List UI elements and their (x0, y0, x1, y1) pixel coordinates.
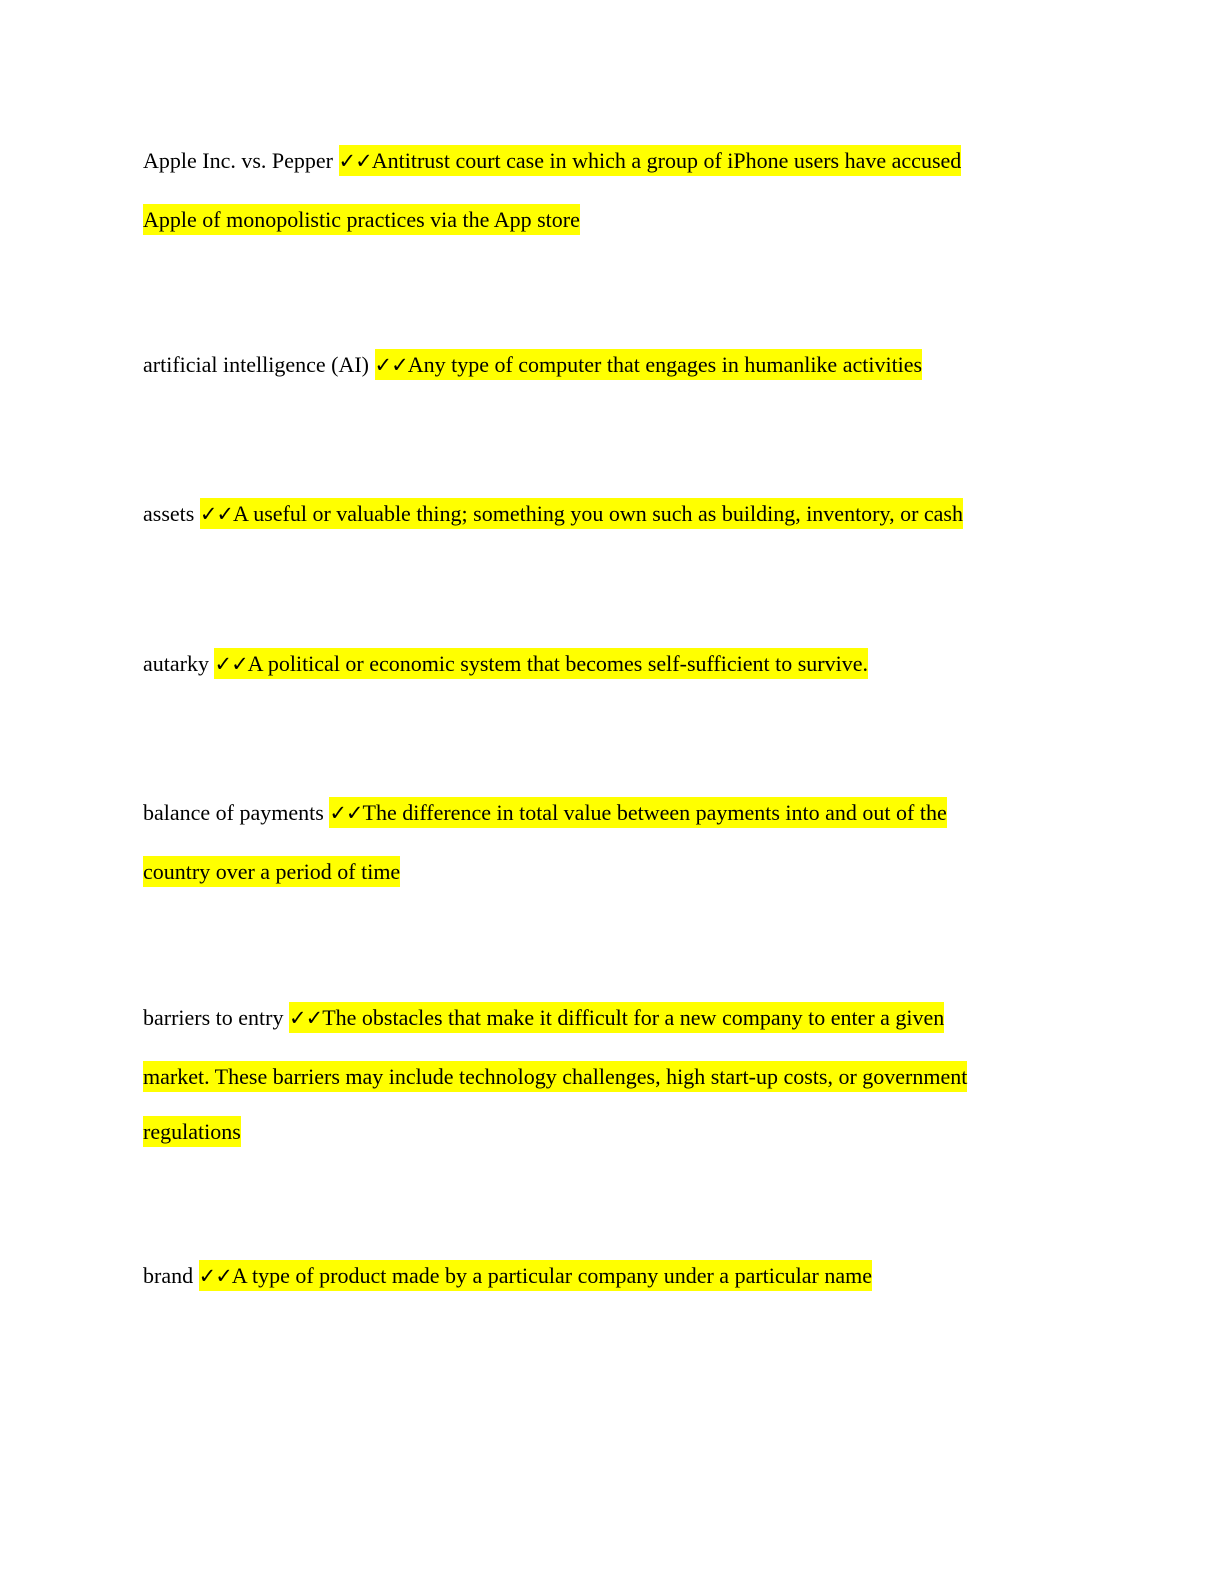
definition-text: A type of product made by a particular company under a particular name (231, 1263, 872, 1288)
definition-text: Any type of computer that engages in humanlike activities (407, 352, 923, 377)
entry-line (143, 783, 1043, 842)
definition-text: The difference in total value between payments into and out of the (362, 800, 947, 825)
double-check-icon: ✓✓ (338, 149, 372, 173)
glossary-term: balance of payments (143, 800, 324, 825)
glossary-term: brand (143, 1263, 194, 1288)
definition-text: country over a period of time (143, 856, 400, 887)
definition-text: Apple of monopolistic practices via the App store (143, 204, 580, 235)
glossary-entry (143, 484, 1043, 543)
glossary-entry (143, 988, 1043, 1161)
double-check-icon: ✓✓ (329, 801, 363, 825)
definition-text: market. These barriers may include technology challenges, high start-up costs, or government (143, 1061, 967, 1092)
entry-line (143, 1246, 1043, 1305)
entry-line (143, 634, 1043, 693)
definition-highlight (329, 797, 946, 828)
double-check-icon: ✓✓ (374, 353, 408, 377)
double-check-icon: ✓✓ (198, 1264, 232, 1288)
glossary-entry (143, 131, 1043, 249)
entry-line (143, 1102, 1043, 1161)
definition-text: Antitrust court case in which a group of iPhone users have accused (371, 148, 962, 173)
entry-line (143, 484, 1043, 543)
definition-highlight (214, 648, 868, 679)
glossary-entry (143, 335, 1043, 394)
definition-highlight (339, 145, 962, 176)
double-check-icon: ✓✓ (289, 1006, 323, 1030)
glossary-entry (143, 1246, 1043, 1305)
definition-text: A political or economic system that becomes self-sufficient to survive. (247, 651, 869, 676)
entry-line (143, 1047, 1043, 1106)
entry-line (143, 988, 1043, 1047)
entry-line (143, 335, 1043, 394)
glossary-term: barriers to entry (143, 1005, 284, 1030)
entry-line (143, 190, 1043, 249)
glossary-term: Apple Inc. vs. Pepper (143, 148, 334, 173)
definition-text: The obstacles that make it difficult for a new company to enter a given (322, 1005, 945, 1030)
entry-line (143, 131, 1043, 190)
glossary-entry (143, 783, 1043, 901)
definition-text: A useful or valuable thing; something you own such as building, inventory, or cash (233, 501, 963, 526)
glossary-term: artificial intelligence (AI) (143, 352, 369, 377)
glossary-term: assets (143, 501, 195, 526)
double-check-icon: ✓✓ (199, 502, 234, 526)
definition-highlight (289, 1002, 944, 1033)
glossary-entry (143, 634, 1043, 693)
definition-text: regulations (143, 1116, 241, 1147)
double-check-icon: ✓✓ (214, 652, 248, 676)
definition-highlight (200, 498, 963, 529)
definition-highlight (375, 349, 923, 380)
glossary-term: autarky (143, 651, 209, 676)
definition-highlight (199, 1260, 872, 1291)
entry-line (143, 842, 1043, 901)
